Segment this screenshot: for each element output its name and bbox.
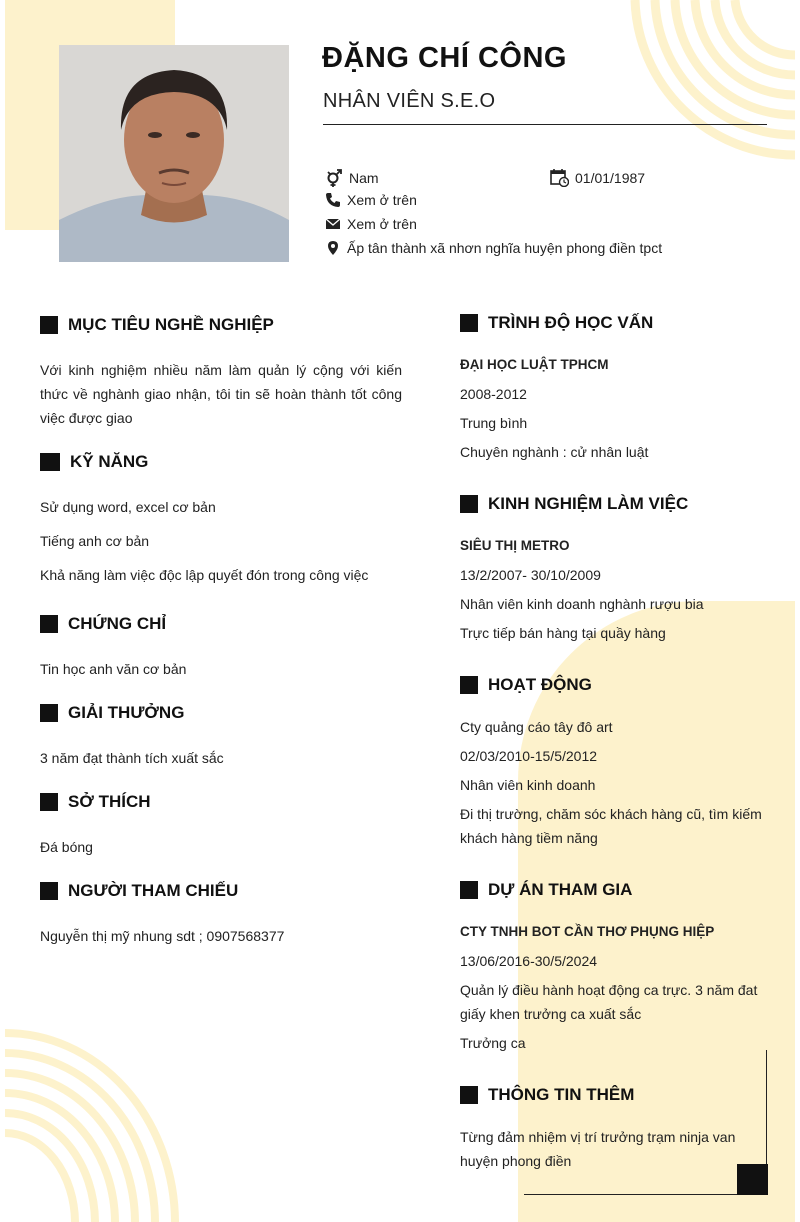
projects-desc: Quản lý điều hành hoạt động ca trực. 3 năm đat giấy khen trưởng ca xuất sắc <box>460 982 758 1022</box>
section-marker <box>460 676 478 694</box>
activities-desc: Đi thị trường, chăm sóc khách hàng cũ, tìm kiếm khách hàng tiềm năng <box>460 806 762 846</box>
deco-top-right-arcs <box>630 0 800 160</box>
skill-item: Khả năng làm việc độc lập quyết đón trong công việc <box>40 567 369 583</box>
activities-period: 02/03/2010-15/5/2012 <box>460 748 598 764</box>
education-period: 2008-2012 <box>460 386 527 402</box>
education-grade: Trung bình <box>460 415 528 431</box>
gender-value: Nam <box>349 170 379 186</box>
extra-text: Từng đảm nhiệm vị trí trưởng trạm ninja van huyện phong điền <box>460 1129 736 1169</box>
experience-period: 13/2/2007- 30/10/2009 <box>460 567 601 583</box>
section-marker <box>460 495 478 513</box>
gender-icon <box>325 168 343 188</box>
section-certificates-title: CHỨNG CHỈ <box>40 614 166 634</box>
activities-role: Nhân viên kinh doanh <box>460 777 596 793</box>
education-major: Chuyên nghành : cử nhân luật <box>460 444 649 460</box>
section-references-title: NGƯỜI THAM CHIẾU <box>40 881 238 901</box>
section-activities-title: HOẠT ĐỘNG <box>460 675 592 695</box>
experience-company: SIÊU THỊ METRO <box>460 538 570 553</box>
section-skills-title: KỸ NĂNG <box>40 452 148 472</box>
projects-period: 13/06/2016-30/5/2024 <box>460 953 598 969</box>
location-pin-icon <box>325 240 341 256</box>
section-marker <box>40 704 58 722</box>
phone-row <box>325 192 417 208</box>
email-value: Xem ở trên <box>347 216 417 232</box>
header-divider <box>323 124 767 125</box>
phone-icon <box>325 192 341 208</box>
gender-row <box>325 168 379 188</box>
section-experience-title: KINH NGHIỆM LÀM VIỆC <box>460 494 688 514</box>
section-marker <box>460 314 478 332</box>
section-marker <box>460 881 478 899</box>
certificates-text: Tin học anh văn cơ bản <box>40 661 187 677</box>
section-hobbies-title: SỞ THÍCH <box>40 792 151 812</box>
candidate-name: ĐẶNG CHÍ CÔNG <box>322 42 567 74</box>
envelope-icon <box>325 216 341 232</box>
section-marker <box>460 1086 478 1104</box>
section-marker <box>40 316 58 334</box>
activities-org: Cty quảng cáo tây đô art <box>460 719 613 735</box>
candidate-title: NHÂN VIÊN S.E.O <box>323 90 496 112</box>
skill-item: Sử dụng word, excel cơ bản <box>40 499 216 515</box>
section-extra-title: THÔNG TIN THÊM <box>460 1085 634 1105</box>
email-row <box>325 216 417 232</box>
section-objective-title: MỤC TIÊU NGHỀ NGHIỆP <box>40 315 274 335</box>
education-school: ĐẠI HỌC LUẬT TPHCM <box>460 357 609 372</box>
section-marker <box>40 793 58 811</box>
references-text: Nguyễn thị mỹ nhung sdt ; 0907568377 <box>40 928 285 944</box>
experience-position: Nhân viên kinh doanh nghành rượu bia <box>460 596 704 612</box>
birthdate-value: 01/01/1987 <box>575 169 646 186</box>
deco-frame-horizontal-line <box>524 1194 767 1195</box>
awards-text: 3 năm đạt thành tích xuất sắc <box>40 750 224 766</box>
birthdate-row <box>550 168 645 187</box>
section-marker <box>40 453 60 471</box>
projects-company: CTY TNHH BOT CẦN THƠ PHỤNG HIỆP <box>460 924 715 939</box>
profile-photo <box>59 45 289 262</box>
section-projects-title: DỰ ÁN THAM GIA <box>460 880 632 900</box>
skill-item: Tiếng anh cơ bản <box>40 533 150 549</box>
experience-desc: Trực tiếp bán hàng tại quầy hàng <box>460 625 666 641</box>
deco-bottom-left-arcs <box>0 1025 180 1222</box>
address-row <box>325 240 662 256</box>
address-value: Ấp tân thành xã nhơn nghĩa huyện phong điền tpct <box>347 240 663 256</box>
projects-role: Trưởng ca <box>460 1035 526 1051</box>
section-awards-title: GIẢI THƯỞNG <box>40 703 184 723</box>
objective-text: Với kinh nghiệm nhiều năm làm quản lý cộng với kiến thức về nghành giao nhận, tôi tin sẽ hoàn thành tốt công việc được giao <box>40 362 402 426</box>
section-marker <box>40 615 58 633</box>
section-education-title: TRÌNH ĐỘ HỌC VẤN <box>460 313 653 333</box>
calendar-icon <box>550 168 569 187</box>
section-marker <box>40 882 58 900</box>
phone-value: Xem ở trên <box>347 192 417 208</box>
hobbies-text: Đá bóng <box>40 839 93 855</box>
